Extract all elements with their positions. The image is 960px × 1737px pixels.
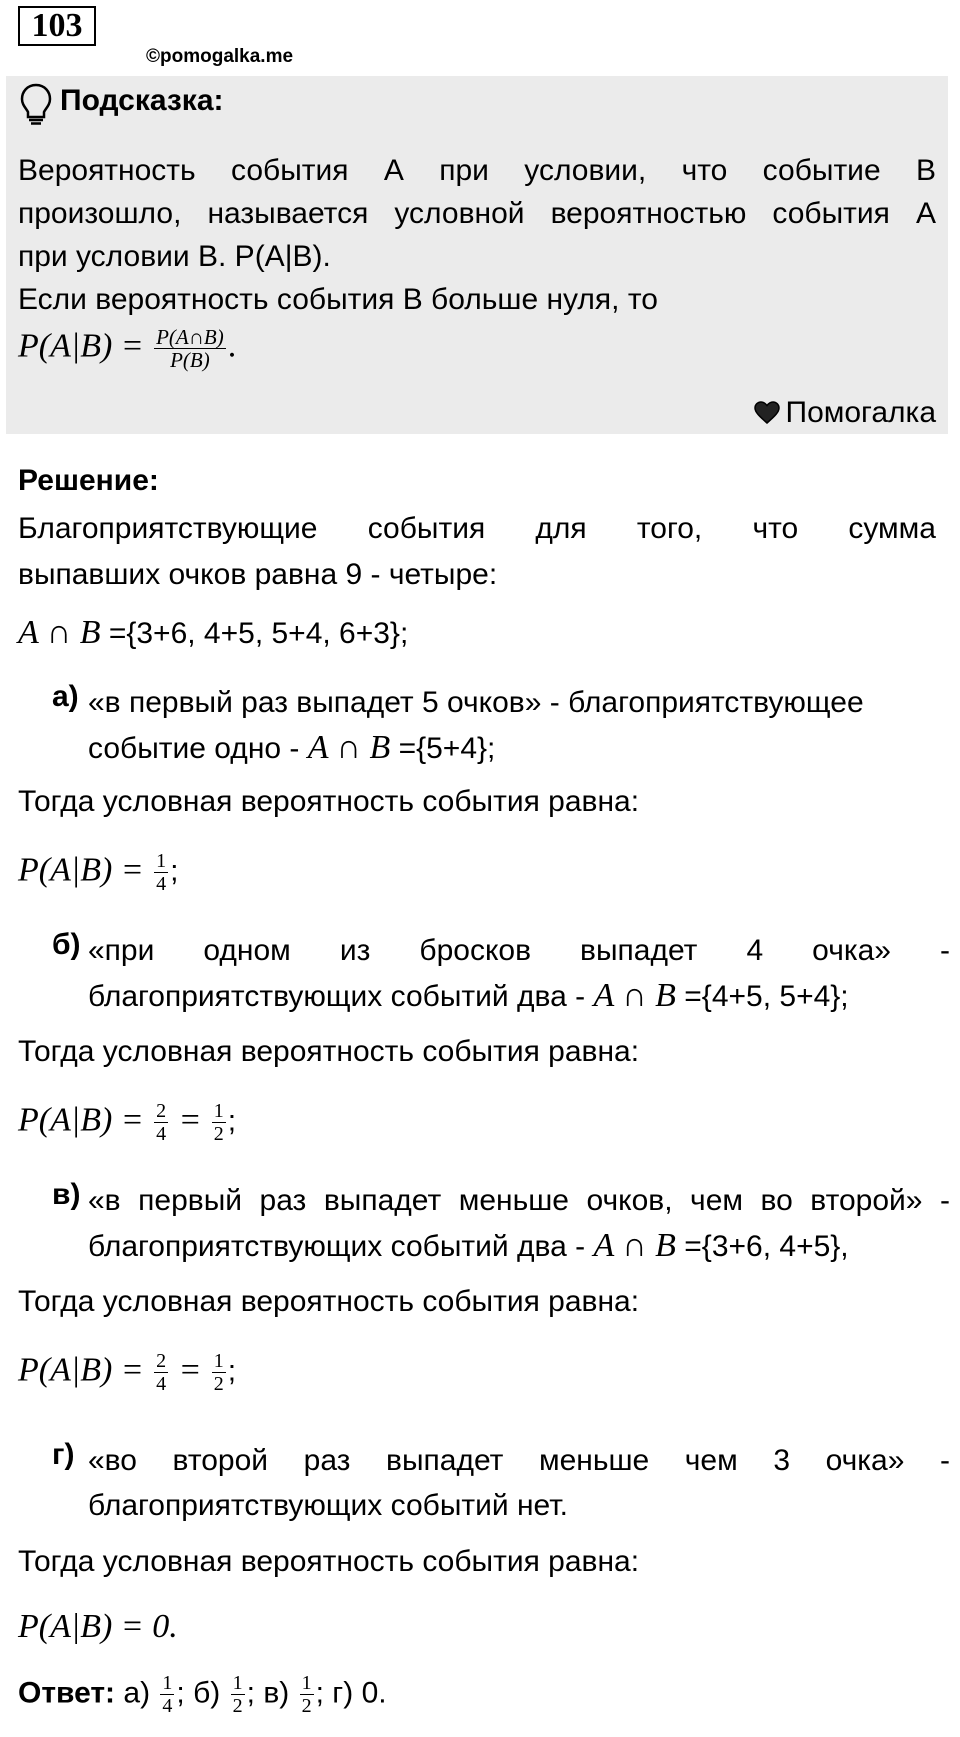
result-v-den-2: 2 (213, 1373, 224, 1395)
answer-a-fraction (160, 1672, 174, 1717)
hint-text (18, 149, 936, 321)
result-b-num-2: 1 (213, 1100, 224, 1122)
item-a-line-2-post: ={5+4}; (398, 732, 496, 765)
item-v-symbol: A ∩ B (593, 1227, 676, 1264)
watermark: ©pomogalka.me (146, 46, 294, 67)
item-a-line-1: «в первый раз выпадет 5 очков» - благоприятствующее (88, 686, 864, 719)
answer-v-sep: ; (315, 1676, 324, 1710)
answer-v-label: в) (263, 1676, 290, 1710)
item-v-text (88, 1178, 950, 1269)
result-b-eq: = (178, 1101, 202, 1139)
answer-b-label: б) (193, 1676, 221, 1710)
formula-denominator: P(B) (170, 348, 210, 372)
answer-b-num: 1 (232, 1672, 243, 1694)
result-v-num-1: 2 (156, 1350, 167, 1372)
item-g-line-1: «во второй раз выпадет меньше чем 3 очка» - (88, 1444, 950, 1477)
result-b-lhs: P(A|B) = (18, 1101, 144, 1139)
result-b-fraction-2 (212, 1100, 226, 1145)
item-v-line-2 (88, 1223, 950, 1269)
item-v-line-2-pre: благоприятствующих событий два - (88, 1230, 586, 1263)
item-b-line-1: «при одном из бросков выпадет 4 очка» - (88, 934, 950, 967)
solution-intro (18, 506, 936, 598)
item-b-symbol: A ∩ B (593, 977, 676, 1014)
result-v-fraction-1 (154, 1350, 168, 1395)
result-a (18, 850, 178, 895)
brand-label (754, 396, 937, 430)
item-g-line-2: благоприятствующих событий нет. (88, 1489, 568, 1522)
answer-a-num: 1 (162, 1672, 173, 1694)
result-v-den-1: 4 (156, 1373, 167, 1395)
result-b-den-2: 2 (213, 1123, 224, 1145)
result-v-eq: = (178, 1351, 202, 1389)
item-v-line-2-post: ={3+6, 4+5}, (684, 1230, 849, 1263)
formula-lhs: P(A|B) = (18, 327, 144, 365)
hint-formula (18, 326, 236, 371)
result-v-lhs: P(A|B) = (18, 1351, 144, 1389)
then-text-b: Тогда условная вероятность события равна: (18, 1035, 640, 1068)
item-g-label: г) (52, 1438, 75, 1471)
intersection-line (18, 614, 408, 652)
answer-b-den: 2 (232, 1695, 243, 1717)
item-b-label: б) (52, 928, 81, 961)
brand-text: Помогалка (785, 396, 936, 429)
result-v-end: ; (227, 1354, 237, 1388)
result-b-fraction-1 (154, 1100, 168, 1145)
result-b (18, 1100, 236, 1145)
item-b-text (88, 928, 950, 1019)
result-a-lhs: P(A|B) = (18, 851, 144, 889)
intersection-symbol: A ∩ B (18, 614, 101, 651)
result-v-num-2: 1 (213, 1350, 224, 1372)
answer-v-fraction (300, 1672, 314, 1717)
then-text-v: Тогда условная вероятность события равна: (18, 1285, 640, 1318)
item-v-label: в) (52, 1178, 81, 1211)
formula-end: . (227, 327, 237, 365)
item-v-line-1: «в первый раз выпадет меньше очков, чем во второй» - (88, 1184, 950, 1217)
answer-g: г) 0. (332, 1676, 387, 1710)
task-number: 103 (18, 6, 96, 46)
hint-line-1: Вероятность события А при условии, что событие В (18, 154, 936, 187)
formula-fraction (154, 326, 226, 371)
intersection-set: ={3+6, 4+5, 5+4, 6+3}; (108, 617, 409, 650)
result-a-num: 1 (156, 850, 167, 872)
item-b-line-2-post: ={4+5, 5+4}; (684, 980, 849, 1013)
item-a-line-2 (88, 725, 950, 771)
result-b-den-1: 4 (156, 1123, 167, 1145)
answer-v-den: 2 (301, 1695, 312, 1717)
result-b-end: ; (227, 1104, 237, 1138)
item-a-symbol: A ∩ B (307, 729, 391, 766)
item-b-line-2-pre: благоприятствующих событий два - (88, 980, 586, 1013)
item-b-line-2 (88, 973, 950, 1019)
heart-icon (754, 401, 780, 425)
result-a-fraction (154, 850, 168, 895)
then-text-g: Тогда условная вероятность события равна: (18, 1545, 640, 1578)
answer-a-sep: ; (176, 1676, 185, 1710)
item-a-line-2-pre: событие одно - (88, 732, 300, 765)
result-g-lhs: P(A|B) = 0. (18, 1608, 178, 1645)
answer-a-label: а) (123, 1676, 151, 1710)
result-v-fraction-2 (212, 1350, 226, 1395)
result-a-den: 4 (156, 873, 167, 895)
item-a-text (88, 680, 950, 771)
answer-v-num: 1 (301, 1672, 312, 1694)
result-a-end: ; (170, 854, 179, 888)
hint-line-4: Если вероятность события В больше нуля, то (18, 283, 658, 316)
result-g (18, 1608, 178, 1646)
hint-title: Подсказка: (60, 84, 224, 117)
then-text-a: Тогда условная вероятность события равна: (18, 785, 640, 818)
result-b-num-1: 2 (156, 1100, 167, 1122)
answer-a-den: 4 (162, 1695, 173, 1717)
item-g-text (88, 1438, 950, 1528)
result-v (18, 1350, 236, 1395)
item-a-label: а) (52, 680, 79, 713)
solution-title: Решение: (18, 464, 159, 497)
formula-numerator: P(A∩B) (156, 325, 224, 349)
hint-line-3: при условии В. P(A|B). (18, 240, 331, 273)
answer-b-fraction (231, 1672, 245, 1717)
hint-line-2: произошло, называется условной вероятностью события А (18, 197, 936, 230)
answer-line (18, 1672, 387, 1717)
answer-label: Ответ: (18, 1676, 116, 1710)
lightbulb-icon (18, 82, 54, 126)
intro-line-1: Благоприятствующие события для того, что сумма (18, 512, 936, 545)
answer-b-sep: ; (246, 1676, 255, 1710)
intro-line-2: выпавших очков равна 9 - четыре: (18, 558, 498, 591)
